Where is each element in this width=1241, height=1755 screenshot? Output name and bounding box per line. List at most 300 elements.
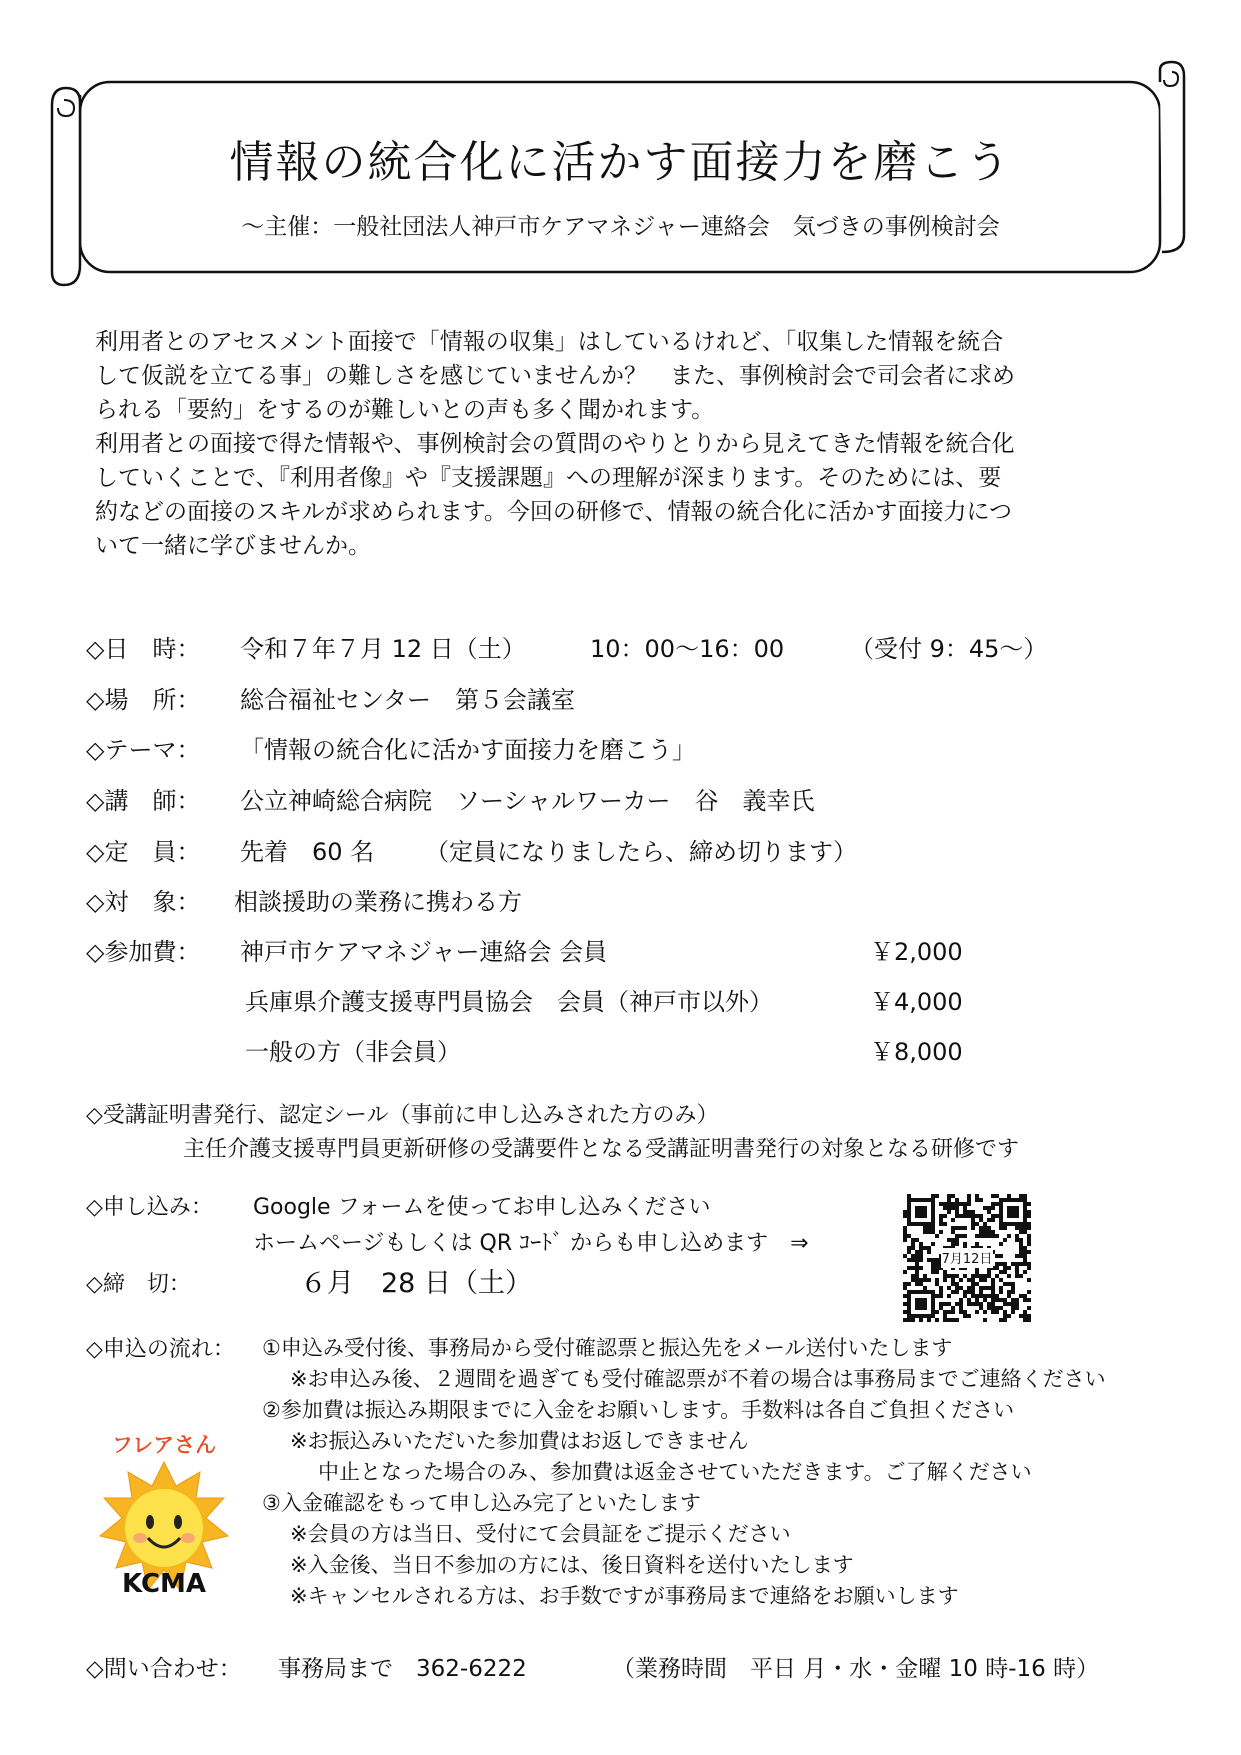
qr-module <box>943 1214 947 1218</box>
qr-module <box>931 1266 935 1270</box>
time-value: 10：00～16：00 <box>590 635 785 663</box>
qr-module <box>903 1254 907 1258</box>
qr-module <box>979 1278 983 1282</box>
qr-module <box>911 1242 915 1246</box>
qr-module <box>935 1294 939 1298</box>
qr-module <box>971 1222 975 1226</box>
qr-module <box>931 1270 935 1274</box>
qr-module <box>1023 1194 1027 1198</box>
deadline-label: ◇締 切： <box>86 1272 191 1297</box>
qr-module <box>919 1258 923 1262</box>
qr-module <box>911 1254 915 1258</box>
qr-module <box>991 1206 995 1210</box>
qr-module <box>1027 1234 1031 1238</box>
flow-note: ※入金後、当日不参加の方には、後日資料を送付いたします <box>290 1553 854 1577</box>
qr-module <box>951 1274 955 1278</box>
reception-time: （受付 9：45～） <box>850 635 1048 663</box>
qr-module <box>959 1286 963 1290</box>
qr-module <box>935 1262 939 1266</box>
qr-module <box>979 1218 983 1222</box>
qr-module <box>971 1226 975 1230</box>
qr-module <box>947 1318 951 1322</box>
qr-module <box>975 1222 979 1226</box>
qr-module <box>935 1258 939 1262</box>
qr-module <box>963 1242 967 1246</box>
qr-module <box>991 1234 995 1238</box>
qr-module <box>999 1278 1003 1282</box>
qr-module <box>991 1214 995 1218</box>
qr-module <box>943 1206 947 1210</box>
qr-module <box>967 1194 971 1198</box>
intro-line: して仮説を立てる事」の難しさを感じていませんか？ また、事例検討会で司会者に求め <box>95 363 1015 389</box>
contact-phone[interactable]: 事務局まで 362-6222 <box>278 1656 527 1682</box>
qr-module <box>943 1270 947 1274</box>
date-value: 令和７年７月 12 日（土） <box>240 635 526 663</box>
contact-hours: （業務時間 平日 月・水・金曜 10 時-16 時） <box>612 1656 1100 1682</box>
qr-module <box>971 1218 975 1222</box>
qr-module <box>951 1202 955 1206</box>
certificate-line: ◇受講証明書発行、認定シール（事前に申し込みされた方のみ） <box>86 1103 719 1128</box>
qr-module <box>927 1230 931 1234</box>
apply-method: Google フォームを使ってお申し込みください <box>253 1195 711 1220</box>
qr-module <box>991 1310 995 1314</box>
qr-module <box>923 1274 927 1278</box>
qr-module <box>967 1298 971 1302</box>
flow-note: 中止となった場合のみ、参加費は返金させていただきます。ご了解ください <box>318 1460 1032 1484</box>
qr-module <box>915 1266 919 1270</box>
qr-module <box>1015 1254 1019 1258</box>
qr-module <box>975 1242 979 1246</box>
qr-module <box>915 1278 919 1282</box>
qr-module <box>935 1318 939 1322</box>
qr-module <box>999 1286 1003 1290</box>
qr-module <box>903 1282 907 1286</box>
qr-module <box>983 1286 987 1290</box>
qr-module <box>903 1210 907 1214</box>
qr-module <box>967 1314 971 1318</box>
qr-module <box>1007 1234 1011 1238</box>
qr-module <box>983 1222 987 1226</box>
qr-module <box>987 1306 991 1310</box>
capacity-note: （定員になりましたら、締め切ります） <box>425 838 857 866</box>
qr-module <box>931 1242 935 1246</box>
qr-module <box>947 1238 951 1242</box>
qr-caption: 7月12日 <box>941 1252 993 1267</box>
qr-module <box>983 1318 987 1322</box>
intro-line: られる「要約」をするのが難しいとの声も多く聞かれます。 <box>95 397 715 423</box>
qr-module <box>935 1278 939 1282</box>
target-value: 相談援助の業務に携わる方 <box>234 888 522 916</box>
qr-module <box>1019 1314 1023 1318</box>
qr-module <box>955 1282 959 1286</box>
qr-module <box>951 1310 955 1314</box>
qr-module <box>935 1266 939 1270</box>
qr-module <box>903 1286 907 1290</box>
qr-module <box>1007 1274 1011 1278</box>
qr-module <box>903 1302 907 1306</box>
qr-module <box>903 1238 907 1242</box>
target-label: ◇対 象： <box>86 888 201 916</box>
qr-module <box>923 1226 927 1230</box>
qr-module <box>935 1282 939 1286</box>
qr-module <box>1019 1294 1023 1298</box>
qr-module <box>1003 1226 1007 1230</box>
qr-module <box>979 1286 983 1290</box>
qr-module <box>907 1194 911 1198</box>
place-label: ◇場 所： <box>86 686 201 714</box>
qr-module <box>919 1278 923 1282</box>
qr-module <box>1019 1230 1023 1234</box>
qr-module <box>995 1262 999 1266</box>
qr-module <box>903 1214 907 1218</box>
qr-module <box>915 1238 919 1242</box>
qr-module <box>951 1306 955 1310</box>
fee-price: ￥4,000 <box>870 988 963 1016</box>
qr-module <box>1007 1314 1011 1318</box>
qr-module <box>1007 1282 1011 1286</box>
qr-module <box>947 1194 951 1198</box>
qr-module <box>939 1286 943 1290</box>
qr-module <box>991 1194 995 1198</box>
qr-module <box>903 1226 907 1230</box>
qr-module <box>975 1282 979 1286</box>
qr-module <box>991 1306 995 1310</box>
qr-module <box>991 1278 995 1282</box>
qr-module <box>1011 1310 1015 1314</box>
qr-module <box>1011 1262 1015 1266</box>
theme-label: ◇テーマ： <box>86 736 201 764</box>
qr-module <box>963 1226 967 1230</box>
qr-module <box>907 1250 911 1254</box>
qr-module <box>1015 1302 1019 1306</box>
qr-module <box>951 1242 955 1246</box>
qr-module <box>951 1206 955 1210</box>
qr-module <box>1023 1230 1027 1234</box>
qr-module <box>963 1234 967 1238</box>
qr-module <box>983 1234 987 1238</box>
qr-module <box>955 1274 959 1278</box>
qr-module <box>991 1298 995 1302</box>
qr-module <box>1015 1266 1019 1270</box>
qr-module <box>919 1246 923 1250</box>
qr-module <box>959 1298 963 1302</box>
qr-module <box>975 1198 979 1202</box>
qr-module <box>1019 1226 1023 1230</box>
qr-module <box>1003 1314 1007 1318</box>
flow-step: ①申込み受付後、事務局から受付確認票と振込先をメール送付いたします <box>262 1336 953 1360</box>
qr-module <box>947 1302 951 1306</box>
qr-module <box>975 1194 979 1198</box>
qr-module <box>959 1278 963 1282</box>
qr-module <box>987 1234 991 1238</box>
qr-module <box>999 1254 1003 1258</box>
qr-module <box>951 1318 955 1322</box>
qr-module <box>1019 1194 1023 1198</box>
qr-module <box>967 1302 971 1306</box>
qr-module <box>1023 1246 1027 1250</box>
qr-module <box>999 1298 1003 1302</box>
qr-module <box>955 1290 959 1294</box>
qr-module <box>959 1310 963 1314</box>
qr-module <box>903 1230 907 1234</box>
qr-module <box>1019 1242 1023 1246</box>
qr-module <box>1011 1306 1015 1310</box>
qr-module <box>959 1226 963 1230</box>
qr-module <box>947 1206 951 1210</box>
flow-note: ※お振込みいただいた参加費はお返しできません <box>290 1429 749 1453</box>
qr-module <box>995 1202 999 1206</box>
qr-module <box>987 1226 991 1230</box>
intro-line: していくことで、『利用者像』や『支援課題』への理解が深まります。そのためには、要 <box>95 465 1002 491</box>
qr-module <box>943 1302 947 1306</box>
qr-module <box>963 1206 967 1210</box>
qr-module <box>995 1254 999 1258</box>
qr-module <box>1023 1294 1027 1298</box>
qr-module <box>1015 1262 1019 1266</box>
qr-module <box>1007 1302 1011 1306</box>
qr-module <box>1003 1282 1007 1286</box>
qr-module <box>955 1214 959 1218</box>
qr-module <box>1011 1290 1015 1294</box>
intro-line: 利用者との面接で得た情報や、事例検討会の質問のやりとりから見えてきた情報を統合化 <box>95 431 1015 457</box>
qr-module <box>1007 1294 1011 1298</box>
qr-module <box>939 1222 943 1226</box>
fee-name: 兵庫県介護支援専門員協会 会員（神戸市以外） <box>245 988 773 1016</box>
qr-code[interactable] <box>903 1194 1031 1322</box>
fee-label: ◇参加費： <box>86 938 201 966</box>
contact-label: ◇問い合わせ： <box>86 1656 242 1682</box>
qr-module <box>951 1282 955 1286</box>
qr-module <box>947 1274 951 1278</box>
qr-module <box>991 1202 995 1206</box>
capacity-label: ◇定 員： <box>86 838 201 866</box>
qr-module <box>975 1214 979 1218</box>
qr-module <box>971 1214 975 1218</box>
qr-module <box>995 1306 999 1310</box>
qr-module <box>1015 1270 1019 1274</box>
qr-module <box>911 1258 915 1262</box>
qr-module <box>1015 1298 1019 1302</box>
qr-module <box>935 1234 939 1238</box>
qr-module <box>1015 1234 1019 1238</box>
qr-module <box>975 1302 979 1306</box>
qr-module <box>995 1234 999 1238</box>
qr-module <box>987 1206 991 1210</box>
qr-module <box>907 1234 911 1238</box>
qr-module <box>911 1266 915 1270</box>
fee-name: 一般の方（非会員） <box>245 1038 461 1066</box>
qr-module <box>931 1226 935 1230</box>
qr-module <box>991 1230 995 1234</box>
qr-module <box>959 1306 963 1310</box>
qr-module <box>955 1238 959 1242</box>
qr-module <box>915 1282 919 1286</box>
qr-module <box>963 1214 967 1218</box>
qr-module <box>907 1282 911 1286</box>
qr-module <box>927 1318 931 1322</box>
qr-module <box>967 1290 971 1294</box>
scroll-banner <box>50 60 1190 320</box>
qr-module <box>1003 1238 1007 1242</box>
qr-module <box>1015 1306 1019 1310</box>
qr-module <box>1023 1254 1027 1258</box>
place-value: 総合福祉センター 第５会議室 <box>240 686 576 714</box>
qr-module <box>1027 1226 1031 1230</box>
qr-module <box>991 1286 995 1290</box>
qr-module <box>967 1202 971 1206</box>
qr-module <box>971 1278 975 1282</box>
qr-module <box>907 1246 911 1250</box>
qr-module <box>955 1202 959 1206</box>
qr-module <box>1023 1270 1027 1274</box>
qr-module <box>919 1266 923 1270</box>
qr-module <box>911 1238 915 1242</box>
qr-module <box>963 1210 967 1214</box>
qr-module <box>995 1214 999 1218</box>
qr-module <box>1023 1258 1027 1262</box>
qr-module <box>991 1290 995 1294</box>
qr-module <box>943 1318 947 1322</box>
qr-module <box>995 1298 999 1302</box>
qr-module <box>987 1230 991 1234</box>
qr-module <box>943 1222 947 1226</box>
qr-module <box>983 1206 987 1210</box>
qr-module <box>943 1274 947 1278</box>
qr-module <box>935 1270 939 1274</box>
qr-module <box>1027 1210 1031 1214</box>
qr-module <box>995 1310 999 1314</box>
qr-module <box>919 1318 923 1322</box>
qr-module <box>979 1306 983 1310</box>
mascot-name: フレアさん <box>111 1433 217 1457</box>
qr-module <box>947 1310 951 1314</box>
qr-module <box>927 1246 931 1250</box>
qr-module <box>1027 1314 1031 1318</box>
qr-module <box>1003 1302 1007 1306</box>
qr-module <box>971 1274 975 1278</box>
qr-module <box>931 1262 935 1266</box>
qr-module <box>911 1246 915 1250</box>
qr-module <box>943 1278 947 1282</box>
qr-module <box>1015 1226 1019 1230</box>
qr-module <box>955 1226 959 1230</box>
qr-module <box>911 1318 915 1322</box>
qr-module <box>947 1286 951 1290</box>
qr-module <box>963 1202 967 1206</box>
qr-module <box>979 1290 983 1294</box>
qr-module <box>983 1298 987 1302</box>
qr-module <box>907 1318 911 1322</box>
qr-module <box>947 1202 951 1206</box>
qr-module <box>959 1234 963 1238</box>
qr-module <box>939 1218 943 1222</box>
qr-module <box>955 1206 959 1210</box>
qr-module <box>1027 1214 1031 1218</box>
qr-module <box>935 1310 939 1314</box>
qr-module <box>999 1226 1003 1230</box>
qr-module <box>975 1270 979 1274</box>
organizer-subtitle: ～主催：一般社団法人神戸市ケアマネジャー連絡会 気づきの事例検討会 <box>241 214 1000 240</box>
intro-line: 約などの面接のスキルが求められます。今回の研修で、情報の統合化に活かす面接力につ <box>95 499 1013 525</box>
qr-module <box>911 1278 915 1282</box>
qr-module <box>1023 1318 1027 1322</box>
qr-module <box>1023 1250 1027 1254</box>
qr-module <box>927 1258 931 1262</box>
qr-module <box>927 1226 931 1230</box>
qr-module <box>1027 1202 1031 1206</box>
qr-module <box>1019 1254 1023 1258</box>
qr-module <box>955 1286 959 1290</box>
qr-module <box>1011 1282 1015 1286</box>
qr-module <box>1027 1318 1031 1322</box>
qr-module <box>983 1226 987 1230</box>
qr-module <box>1027 1242 1031 1246</box>
qr-module <box>955 1210 959 1214</box>
qr-module <box>939 1202 943 1206</box>
qr-module <box>979 1234 983 1238</box>
qr-module <box>919 1282 923 1286</box>
qr-module <box>1019 1274 1023 1278</box>
qr-module <box>959 1214 963 1218</box>
qr-module <box>959 1302 963 1306</box>
qr-module <box>979 1214 983 1218</box>
qr-module <box>983 1294 987 1298</box>
qr-module <box>995 1266 999 1270</box>
qr-module <box>903 1318 907 1322</box>
qr-module <box>911 1274 915 1278</box>
qr-module <box>1007 1290 1011 1294</box>
qr-module <box>991 1302 995 1306</box>
qr-module <box>971 1290 975 1294</box>
qr-module <box>1023 1298 1027 1302</box>
qr-module <box>915 1250 919 1254</box>
qr-module <box>991 1294 995 1298</box>
qr-module <box>999 1290 1003 1294</box>
qr-module <box>975 1298 979 1302</box>
qr-module <box>979 1198 983 1202</box>
qr-module <box>951 1238 955 1242</box>
qr-module <box>1003 1266 1007 1270</box>
qr-module <box>971 1294 975 1298</box>
qr-module <box>1027 1250 1031 1254</box>
qr-module <box>975 1274 979 1278</box>
qr-module <box>995 1274 999 1278</box>
qr-module <box>907 1258 911 1262</box>
qr-module <box>967 1286 971 1290</box>
qr-module <box>987 1210 991 1214</box>
qr-module <box>983 1310 987 1314</box>
flow-note: ※会員の方は当日、受付にて会員証をご提示ください <box>290 1522 791 1546</box>
qr-module <box>1027 1306 1031 1310</box>
qr-module <box>915 1270 919 1274</box>
qr-module <box>1027 1266 1031 1270</box>
qr-module <box>927 1278 931 1282</box>
qr-module <box>1027 1262 1031 1266</box>
qr-module <box>999 1242 1003 1246</box>
qr-module <box>1023 1226 1027 1230</box>
qr-module <box>923 1246 927 1250</box>
qr-module <box>983 1274 987 1278</box>
mascot-logo-text: KCMA <box>121 1569 207 1599</box>
qr-module <box>979 1226 983 1230</box>
qr-module <box>939 1306 943 1310</box>
qr-module <box>983 1230 987 1234</box>
qr-module <box>1027 1278 1031 1282</box>
qr-module <box>979 1302 983 1306</box>
qr-module <box>999 1318 1003 1322</box>
qr-module <box>967 1214 971 1218</box>
qr-module <box>951 1290 955 1294</box>
